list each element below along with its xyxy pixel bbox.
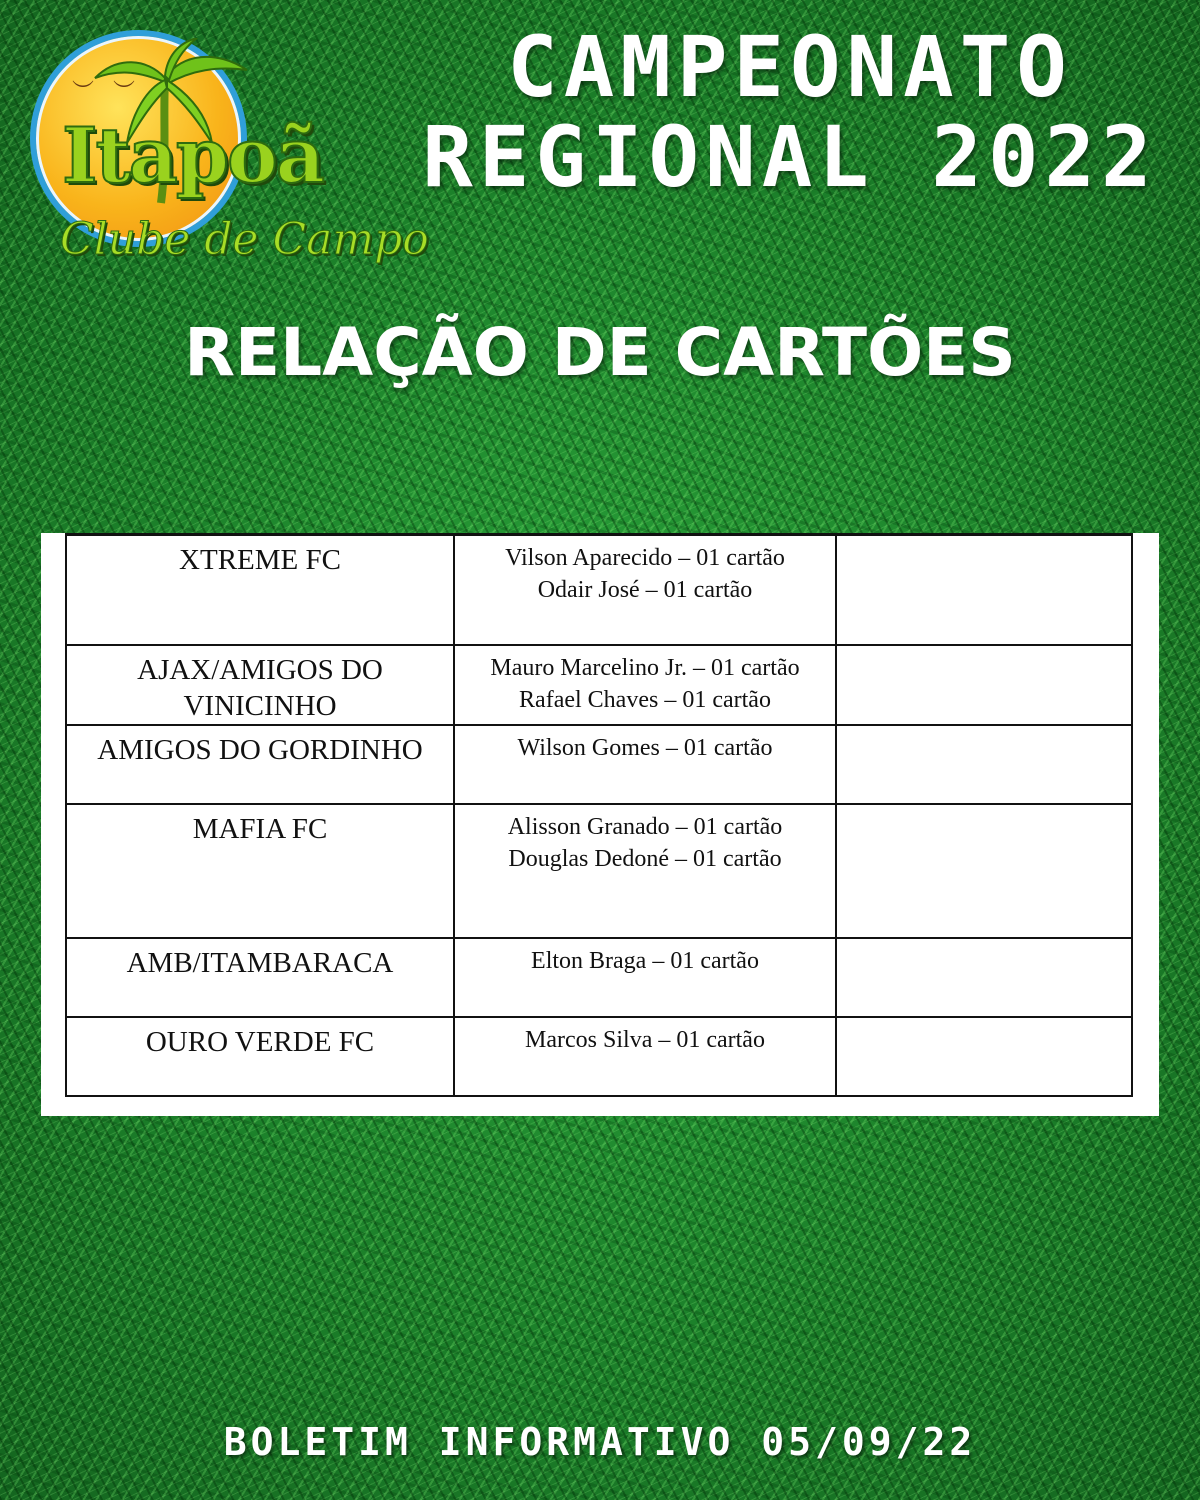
empty-cell: [836, 725, 1132, 804]
logo-name: Itapoã: [62, 111, 323, 200]
players-cell: [454, 804, 836, 938]
empty-cell: [836, 1017, 1132, 1096]
empty-cell: [836, 535, 1132, 645]
player-entry: Odair José – 01 cartão: [537, 577, 753, 603]
logo-subtitle: Clube de Campo: [60, 214, 429, 265]
section-heading: RELAÇÃO DE CARTÕES: [184, 314, 1016, 391]
birds-icon: ︶ ︶: [72, 80, 141, 105]
team-cell: AMIGOS DO GORDINHO: [66, 725, 454, 804]
team-cell: OURO VERDE FC: [66, 1017, 454, 1096]
table-row: [66, 535, 1132, 645]
players-cell: [454, 725, 836, 804]
player-entry: Mauro Marcelino Jr. – 01 cartão: [490, 654, 800, 681]
empty-cell: [836, 645, 1132, 725]
player-entry: Alisson Granado – 01 cartão: [507, 813, 783, 840]
player-entry: Rafael Chaves – 01 cartão: [519, 686, 771, 713]
players-cell: [454, 645, 836, 725]
team-cell: AMB/ITAMBARACA: [66, 938, 454, 1017]
players-cell: [454, 535, 836, 645]
team-cell: XTREME FC: [66, 535, 454, 645]
bulletin-footer: BOLETIM INFORMATIVO 05/09/22: [223, 1420, 977, 1464]
player-entry: Elton Braga – 01 cartão: [531, 947, 759, 974]
table-row: [66, 725, 1132, 804]
team-cell: MAFIA FC: [66, 804, 454, 938]
table-row: [66, 645, 1132, 725]
empty-cell: [836, 938, 1132, 1017]
title-line-2: REGIONAL 2022: [422, 108, 1158, 206]
table-row: [66, 804, 1132, 938]
player-entry: Douglas Dedoné – 01 cartão: [508, 845, 782, 872]
player-entry: Marcos Silva – 01 cartão: [525, 1026, 765, 1053]
page-title: [395, 18, 1185, 206]
table-row: [66, 938, 1132, 1017]
table-row: [66, 1017, 1132, 1096]
title-line-1: CAMPEONATO: [507, 18, 1073, 116]
player-entry: Vilson Aparecido – 01 cartão: [505, 545, 785, 571]
player-entry: Wilson Gomes – 01 cartão: [517, 734, 773, 761]
cards-table: [65, 533, 1133, 1097]
empty-cell: [836, 804, 1132, 938]
players-cell: [454, 938, 836, 1017]
players-cell: [454, 1017, 836, 1096]
cards-panel: [41, 533, 1159, 1116]
team-cell: AJAX/AMIGOS DO VINICINHO: [66, 645, 454, 725]
